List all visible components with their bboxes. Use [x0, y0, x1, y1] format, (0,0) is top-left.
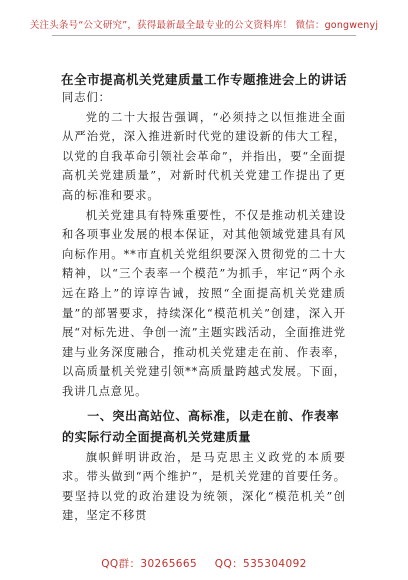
- header-banner: 关注头条号“公文研究”，获得最新最全最专业的公文资料库！ 微信：gongwenyj: [29, 20, 379, 31]
- footer-contact: [0, 556, 408, 571]
- paragraph-3: 旗帜鲜明讲政治，是马克思主义政党的本质要求。带头做到“两个维护”，是机关党建的首要任务。要坚持以党的政治建设为统领，深化“模范机关”创建，坚定不移贯: [62, 450, 346, 523]
- header-divider: [52, 35, 356, 36]
- section-heading-1: 一、突出高站位、高标准，以走在前、作表率的实际行动全面提高机关党建质量: [62, 408, 340, 444]
- footer-qq-group: QQ群：30265665: [101, 558, 198, 570]
- paragraph-2: 机关党建具有特殊重要性，不仅是推动机关建设和各项事业发展的根本保证，对其他领域党建具有风向标作用。**市直机关党组织要深入贯彻党的二十大精神，以“三个表率一个模范”为抓手，牢记“两个永远在路上”的谆谆告诫，按照“全面提高机关党建质量”的部署要求，持续深化“模范机关”创建，深入开展“对标先进、争创一流”主题实践活动，全面推进党建与业务深度融合，推动机关党建走在前、作表率，以高质量机关党建引领**高质量跨越式发展。下面，我讲几点意见。: [62, 208, 346, 398]
- paragraph-1: 党的二十大报告强调，“必须持之以恒推进全面从严治党，深入推进新时代党的建设新的伟大工程，以党的自我革命引领社会革命”，并指出，要“全面提高机关党建质量”，对新时代机关党建工作提出了更高的标准和要求。: [62, 110, 346, 202]
- salutation: 同志们：: [62, 91, 111, 104]
- document-body: [62, 88, 346, 526]
- footer-qq: QQ：535304092: [214, 558, 307, 570]
- document-title: 在全市提高机关党建质量工作专题推进会上的讲话: [60, 72, 347, 87]
